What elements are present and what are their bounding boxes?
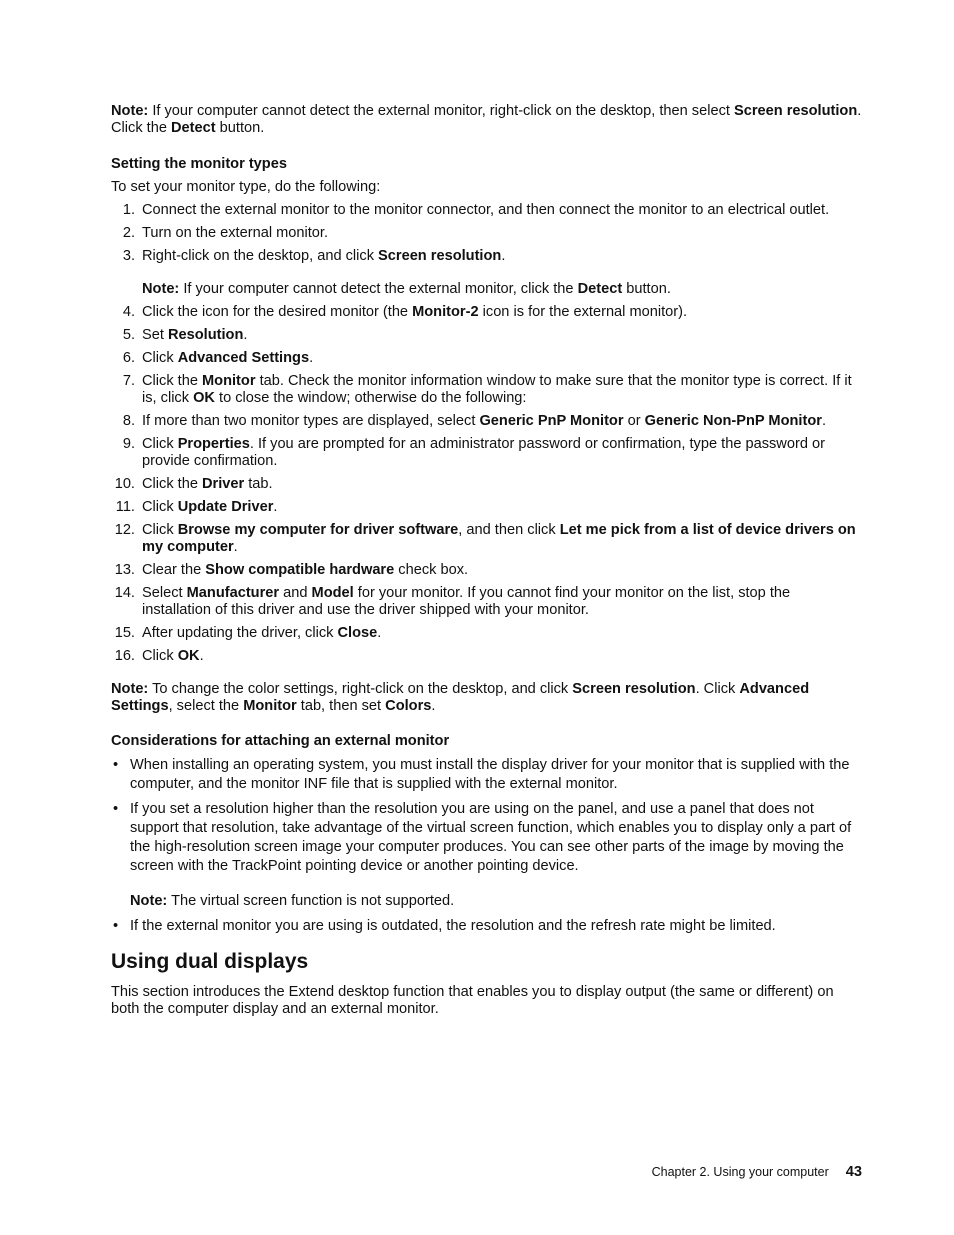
note-text: To change the color settings, right-click on the desktop, and click <box>148 681 573 697</box>
bullet-icon: • <box>113 801 119 817</box>
section-heading-monitor-types: Setting the monitor types <box>111 156 287 172</box>
note-bold: Screen resolution <box>572 681 696 697</box>
step-text: Right-click on the desktop, and click <box>142 248 379 264</box>
step-note <box>142 281 863 298</box>
bullet-text: If you set a resolution higher than the resolution you are using on the panel, and use a panel that does not support that resolution, take advantage of the virtual screen function, which enables you to display only a part of the high-resolution screen image your computer produces. You can see other parts of the image by moving the screen with the TrackPoint pointing device or another pointing device. <box>130 801 852 874</box>
step-number: 13. <box>114 562 135 578</box>
note-bold: Screen resolution <box>733 103 858 119</box>
note-text: , select the <box>168 698 244 714</box>
step-text: Click <box>142 648 178 664</box>
step-number: 2. <box>122 225 135 241</box>
step-text: . <box>501 248 506 264</box>
step-text: . <box>821 413 826 429</box>
step-text: check box. <box>394 562 469 578</box>
step-item <box>111 304 863 321</box>
note-bold: Colors <box>385 698 432 714</box>
step-text: Turn on the external monitor. <box>142 225 329 241</box>
step-text: Click the <box>142 476 203 492</box>
section-heading-considerations: Considerations for attaching an external monitor <box>111 733 450 749</box>
step-text: . <box>309 350 314 366</box>
color-settings-note <box>111 681 863 715</box>
step-number: 15. <box>114 625 135 641</box>
note-bold: Advanced Settings <box>111 681 810 714</box>
step-number: 10. <box>114 476 135 492</box>
step-text: If more than two monitor types are displayed, select <box>142 413 480 429</box>
step-number: 3. <box>122 248 135 264</box>
step-item <box>111 373 863 407</box>
step-text: Select <box>142 585 187 601</box>
step-number: 4. <box>122 304 135 320</box>
step-text: for your monitor. If you cannot find your monitor on the list, stop the installation of this driver and use the driver shipped with your monitor. <box>142 585 791 618</box>
step-text: and <box>279 585 312 601</box>
bullet-item <box>111 917 863 936</box>
step-bold: Show compatible hardware <box>205 562 395 578</box>
step-text: tab. <box>244 476 273 492</box>
step-bold: OK <box>193 390 215 406</box>
step-text: After updating the driver, click <box>142 625 338 641</box>
step-text: Set <box>142 327 168 343</box>
note-label: Note: <box>111 681 149 697</box>
bullet-icon: • <box>113 918 119 934</box>
step-bold: Generic PnP Monitor <box>479 413 624 429</box>
step-bold: Screen resolution <box>378 248 502 264</box>
step-bold: OK <box>177 648 200 664</box>
step-item <box>111 436 863 470</box>
step-number: 9. <box>122 436 135 452</box>
step-number: 14. <box>114 585 135 601</box>
step-number: 5. <box>122 327 135 343</box>
step-bold: Monitor-2 <box>412 304 479 320</box>
step-bold: Generic Non-PnP Monitor <box>644 413 822 429</box>
bullet-item <box>111 800 863 911</box>
section-intro: To set your monitor type, do the following: <box>111 179 381 195</box>
note-text: . <box>431 698 436 714</box>
bullet-icon: • <box>113 757 119 773</box>
step-text: Connect the external monitor to the monitor connector, and then connect the monitor to an electrical outlet. <box>142 202 830 218</box>
step-bold: Monitor <box>202 373 256 389</box>
note-bold: Detect <box>171 120 216 136</box>
section-title-dual-displays: Using dual displays <box>111 950 309 973</box>
step-number: 1. <box>122 202 135 218</box>
note-text: button. <box>215 120 265 136</box>
step-text: or <box>623 413 645 429</box>
page-footer <box>652 1164 862 1181</box>
step-number: 11. <box>115 499 135 515</box>
step-text: . <box>377 625 382 641</box>
step-bold: Driver <box>202 476 245 492</box>
step-item <box>111 327 863 344</box>
note-text: If your computer cannot detect the external monitor, right-click on the desktop, then select <box>148 103 734 119</box>
step-item <box>111 522 863 556</box>
step-item <box>111 585 863 619</box>
page-content <box>111 103 863 1018</box>
step-text: Click the <box>142 373 203 389</box>
step-text: icon is for the external monitor). <box>478 304 688 320</box>
note-text: button. <box>622 281 671 297</box>
step-text: . <box>233 539 238 555</box>
step-number: 8. <box>122 413 135 429</box>
step-item <box>111 648 863 665</box>
step-item <box>111 350 863 367</box>
step-text: Clear the <box>142 562 206 578</box>
step-text: . <box>199 648 204 664</box>
step-bold: Advanced Settings <box>177 350 310 366</box>
note-text: . Click <box>695 681 740 697</box>
step-text: Click <box>142 522 178 538</box>
detect-note <box>111 103 863 137</box>
note-bold: Monitor <box>243 698 297 714</box>
step-bold: Browse my computer for driver software <box>177 522 459 538</box>
virtual-screen-note <box>130 892 863 911</box>
dual-displays-body: This section introduces the Extend desktop function that enables you to display output (the same or different) on both the computer display and an external monitor. <box>111 984 834 1017</box>
note-text: If your computer cannot detect the external monitor, click the <box>179 281 578 297</box>
note-label: Note: <box>111 103 149 119</box>
step-text: tab. Check the monitor information window to make sure that the monitor type is correct. If it is, click <box>142 373 852 406</box>
step-item <box>111 476 863 493</box>
footer-chapter: Chapter 2. Using your computer <box>651 1165 829 1179</box>
bullet-item <box>111 756 863 794</box>
step-item <box>111 499 863 516</box>
note-text: . Click the <box>111 103 862 136</box>
page-number: 43 <box>845 1164 862 1180</box>
step-bold: Manufacturer <box>186 585 280 601</box>
step-item <box>111 225 863 242</box>
note-label: Note: <box>142 281 180 297</box>
considerations-list <box>111 756 863 936</box>
step-item <box>111 202 863 219</box>
step-item <box>111 562 863 579</box>
step-number: 7. <box>122 373 135 389</box>
step-item <box>111 413 863 430</box>
step-bold: Properties <box>177 436 250 452</box>
step-item <box>111 248 863 298</box>
step-item <box>111 625 863 642</box>
step-bold: Resolution <box>167 327 244 343</box>
note-text: tab, then set <box>296 698 386 714</box>
step-text: . <box>273 499 278 515</box>
step-bold: Model <box>311 585 354 601</box>
step-text: Click <box>142 436 178 452</box>
step-text: Click <box>142 350 178 366</box>
step-text: to close the window; otherwise do the following: <box>214 390 527 406</box>
step-bold: Close <box>337 625 378 641</box>
note-label: Note: <box>130 893 168 909</box>
step-number: 12. <box>114 522 135 538</box>
monitor-type-steps <box>111 202 863 665</box>
step-number: 6. <box>122 350 135 366</box>
step-number: 16. <box>114 648 135 664</box>
step-bold: Update Driver <box>177 499 274 515</box>
step-bold: Let me pick from a list of device drivers on my computer <box>142 522 856 555</box>
step-text: Click the icon for the desired monitor (the <box>142 304 413 320</box>
bullet-text: If the external monitor you are using is outdated, the resolution and the refresh rate might be limited. <box>130 918 776 934</box>
note-text: The virtual screen function is not supported. <box>167 893 455 909</box>
bullet-text: When installing an operating system, you must install the display driver for your monitor that is supplied with the computer, and the monitor INF file that is supplied with the external monitor. <box>130 757 850 792</box>
note-bold: Detect <box>577 281 623 297</box>
step-text: . <box>243 327 248 343</box>
step-text: , and then click <box>458 522 560 538</box>
step-text: . If you are prompted for an administrator password or confirmation, type the password or provide confirmation. <box>142 436 825 469</box>
step-text: Click <box>142 499 178 515</box>
